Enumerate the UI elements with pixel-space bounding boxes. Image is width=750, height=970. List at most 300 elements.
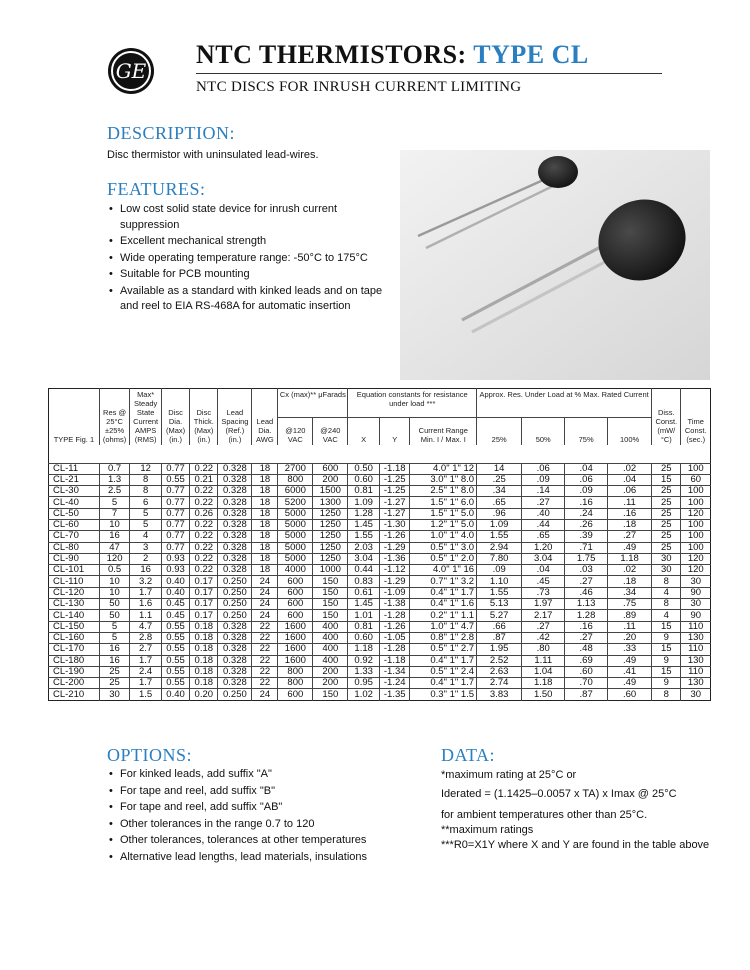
- cell-x: 0.83: [348, 576, 380, 587]
- header-cx-group: Cx (max)** μFarads: [278, 389, 348, 418]
- cell-p25: .96: [477, 508, 522, 519]
- cell-lead-dia: 22: [252, 655, 278, 666]
- ge-logo-text: GE: [115, 59, 147, 83]
- cell-lead-spacing: 0.328: [218, 678, 252, 689]
- option-item: • For tape and reel, add suffix "B": [107, 784, 407, 800]
- cell-x: 3.04: [348, 553, 380, 564]
- features-heading: FEATURES:: [107, 179, 206, 199]
- cell-cx-120: 800: [278, 474, 313, 485]
- title-divider: [196, 73, 662, 74]
- cell-p75: .46: [565, 587, 608, 598]
- cell-max-current: 3: [130, 542, 162, 553]
- cell-lead-spacing: 0.328: [218, 632, 252, 643]
- cell-cx-240: 200: [313, 474, 348, 485]
- cell-current-range: 0.5" 1" 2.7: [410, 644, 477, 655]
- header-y: Y: [379, 417, 409, 445]
- cell-lead-dia: 22: [252, 632, 278, 643]
- cell-x: 1.45: [348, 519, 380, 530]
- cell-current-range: 4.0" 1" 16: [410, 565, 477, 576]
- cell-diss: 15: [652, 474, 681, 485]
- cell-p75: .70: [565, 678, 608, 689]
- cell-current-range: 1.0" 1" 4.0: [410, 531, 477, 542]
- data-line-3: for ambient temperatures other than 25°C.: [441, 809, 648, 821]
- cell-current-range: 0.5" 1" 2.4: [410, 666, 477, 677]
- spec-table-container: [48, 388, 711, 701]
- cell-lead-dia: 18: [252, 508, 278, 519]
- cell-max-current: 4: [130, 531, 162, 542]
- cell-p50: .14: [522, 486, 565, 497]
- features-list: [107, 202, 397, 316]
- cell-time: 100: [681, 542, 711, 553]
- cell-res: 47: [99, 542, 129, 553]
- cell-time: 30: [681, 689, 711, 700]
- cell-disc-thick: 0.18: [190, 666, 218, 677]
- cell-p50: 3.04: [522, 553, 565, 564]
- cell-disc-thick: 0.21: [190, 474, 218, 485]
- cell-diss: 25: [652, 486, 681, 497]
- cell-res: 0.7: [99, 463, 129, 474]
- cell-lead-spacing: 0.328: [218, 497, 252, 508]
- cell-max-current: 8: [130, 474, 162, 485]
- cell-y: -1.18: [379, 463, 409, 474]
- cell-disc-dia: 0.40: [161, 576, 189, 587]
- cell-res: 25: [99, 678, 129, 689]
- table-row: [49, 610, 711, 621]
- cell-cx-240: 400: [313, 644, 348, 655]
- cell-p75: 1.75: [565, 553, 608, 564]
- cell-diss: 25: [652, 463, 681, 474]
- option-item: • Other tolerances in the range 0.7 to 120: [107, 817, 407, 833]
- cell-type: CL-70: [49, 531, 100, 542]
- cell-lead-dia: 18: [252, 553, 278, 564]
- cell-x: 1.01: [348, 610, 380, 621]
- cell-time: 100: [681, 519, 711, 530]
- cell-disc-thick: 0.17: [190, 610, 218, 621]
- cell-lead-dia: 24: [252, 610, 278, 621]
- page-subtitle: NTC DISCS FOR INRUSH CURRENT LIMITING: [196, 79, 522, 95]
- cell-lead-spacing: 0.328: [218, 655, 252, 666]
- title-main: NTC THERMISTORS:: [196, 40, 467, 69]
- cell-cx-120: 5000: [278, 542, 313, 553]
- cell-lead-dia: 22: [252, 644, 278, 655]
- cell-x: 1.45: [348, 599, 380, 610]
- cell-res: 5: [99, 632, 129, 643]
- cell-type: CL-90: [49, 553, 100, 564]
- cell-lead-spacing: 0.328: [218, 519, 252, 530]
- cell-p50: 1.50: [522, 689, 565, 700]
- cell-time: 130: [681, 655, 711, 666]
- cell-cx-240: 1250: [313, 553, 348, 564]
- cell-p50: .40: [522, 508, 565, 519]
- cell-disc-dia: 0.77: [161, 542, 189, 553]
- cell-lead-spacing: 0.328: [218, 666, 252, 677]
- cell-p50: 1.97: [522, 599, 565, 610]
- cell-max-current: 5: [130, 519, 162, 530]
- cell-p25: 1.55: [477, 531, 522, 542]
- cell-time: 130: [681, 678, 711, 689]
- cell-lead-dia: 18: [252, 474, 278, 485]
- cell-p50: .44: [522, 519, 565, 530]
- cell-max-current: 3.2: [130, 576, 162, 587]
- cell-current-range: 1.5" 1" 6.0: [410, 497, 477, 508]
- cell-p75: 1.28: [565, 610, 608, 621]
- cell-p100: .49: [608, 542, 652, 553]
- cell-lead-spacing: 0.328: [218, 486, 252, 497]
- cell-p100: .11: [608, 497, 652, 508]
- cell-p75: .09: [565, 486, 608, 497]
- cell-cx-240: 150: [313, 599, 348, 610]
- cell-type: CL-11: [49, 463, 100, 474]
- cell-time: 110: [681, 621, 711, 632]
- cell-p50: 1.11: [522, 655, 565, 666]
- table-row: [49, 474, 711, 485]
- cell-x: 1.09: [348, 497, 380, 508]
- cell-x: 0.61: [348, 587, 380, 598]
- cell-p100: .89: [608, 610, 652, 621]
- cell-max-current: 5: [130, 508, 162, 519]
- cell-x: 1.02: [348, 689, 380, 700]
- cell-disc-thick: 0.17: [190, 599, 218, 610]
- cell-diss: 9: [652, 678, 681, 689]
- cell-p100: .11: [608, 621, 652, 632]
- header-lead-dia: Lead Dia. AWG: [252, 389, 278, 446]
- cell-cx-120: 1600: [278, 655, 313, 666]
- cell-time: 100: [681, 497, 711, 508]
- cell-p100: .18: [608, 519, 652, 530]
- cell-y: -1.38: [379, 599, 409, 610]
- cell-x: 0.60: [348, 632, 380, 643]
- header-approx-group: Approx. Res. Under Load at % Max. Rated Current: [477, 389, 652, 418]
- cell-p25: 1.55: [477, 587, 522, 598]
- table-row: [49, 587, 711, 598]
- cell-current-range: 0.7" 1" 3.2: [410, 576, 477, 587]
- cell-res: 30: [99, 689, 129, 700]
- cell-y: -1.12: [379, 565, 409, 576]
- cell-disc-dia: 0.77: [161, 463, 189, 474]
- cell-disc-thick: 0.22: [190, 486, 218, 497]
- cell-current-range: 4.0" 1" 12: [410, 463, 477, 474]
- cell-p50: .27: [522, 621, 565, 632]
- cell-disc-thick: 0.22: [190, 531, 218, 542]
- cell-y: -1.27: [379, 497, 409, 508]
- cell-disc-dia: 0.55: [161, 474, 189, 485]
- cell-p75: .03: [565, 565, 608, 576]
- cell-cx-120: 600: [278, 610, 313, 621]
- header-p75: 75%: [565, 417, 608, 445]
- cell-p25: 14: [477, 463, 522, 474]
- cell-diss: 9: [652, 655, 681, 666]
- header-current-range: Current Range Min. I / Max. I: [410, 417, 477, 445]
- cell-cx-120: 1600: [278, 644, 313, 655]
- cell-res: 10: [99, 576, 129, 587]
- cell-res: 7: [99, 508, 129, 519]
- cell-p100: .27: [608, 531, 652, 542]
- table-row: [49, 666, 711, 677]
- cell-time: 90: [681, 587, 711, 598]
- cell-type: CL-160: [49, 632, 100, 643]
- cell-type: CL-50: [49, 508, 100, 519]
- cell-disc-thick: 0.18: [190, 644, 218, 655]
- cell-max-current: 16: [130, 565, 162, 576]
- cell-disc-thick: 0.22: [190, 542, 218, 553]
- table-row: [49, 599, 711, 610]
- cell-p50: .06: [522, 463, 565, 474]
- cell-disc-thick: 0.18: [190, 678, 218, 689]
- header-cx-120: @120 VAC: [278, 417, 313, 445]
- cell-current-range: 0.4" 1" 1.7: [410, 655, 477, 666]
- cell-res: 5: [99, 621, 129, 632]
- cell-diss: 25: [652, 519, 681, 530]
- cell-cx-120: 5000: [278, 508, 313, 519]
- cell-current-range: 0.5" 1" 3.0: [410, 542, 477, 553]
- cell-disc-dia: 0.77: [161, 531, 189, 542]
- cell-current-range: 1.5" 1" 5.0: [410, 508, 477, 519]
- cell-type: CL-190: [49, 666, 100, 677]
- header-type: TYPE Fig. 1: [53, 435, 95, 444]
- header-p25: 25%: [477, 417, 522, 445]
- cell-max-current: 1.7: [130, 655, 162, 666]
- cell-p50: 2.17: [522, 610, 565, 621]
- cell-x: 0.92: [348, 655, 380, 666]
- cell-cx-240: 1250: [313, 519, 348, 530]
- cell-x: 0.44: [348, 565, 380, 576]
- cell-p100: .41: [608, 666, 652, 677]
- cell-p100: 1.18: [608, 553, 652, 564]
- spec-table: [48, 388, 711, 701]
- feature-item: • Suitable for PCB mounting: [107, 267, 397, 283]
- cell-cx-240: 150: [313, 689, 348, 700]
- cell-y: -1.29: [379, 542, 409, 553]
- cell-current-range: 0.3" 1" 1.5: [410, 689, 477, 700]
- option-item: • For kinked leads, add suffix "A": [107, 767, 407, 783]
- table-row: [49, 565, 711, 576]
- cell-type: CL-60: [49, 519, 100, 530]
- cell-res: 5: [99, 497, 129, 508]
- option-item: • Other tolerances, tolerances at other temperatures: [107, 833, 407, 849]
- header-x: X: [348, 417, 380, 445]
- cell-lead-dia: 18: [252, 486, 278, 497]
- cell-type: CL-150: [49, 621, 100, 632]
- cell-x: 1.28: [348, 508, 380, 519]
- cell-p25: .09: [477, 565, 522, 576]
- cell-y: -1.28: [379, 610, 409, 621]
- cell-disc-dia: 0.93: [161, 565, 189, 576]
- cell-p50: 1.04: [522, 666, 565, 677]
- cell-diss: 25: [652, 497, 681, 508]
- cell-type: CL-80: [49, 542, 100, 553]
- cell-lead-spacing: 0.328: [218, 463, 252, 474]
- cell-p100: .60: [608, 689, 652, 700]
- thermistor-photo: [400, 150, 710, 380]
- cell-y: -1.30: [379, 519, 409, 530]
- cell-p75: .16: [565, 497, 608, 508]
- cell-disc-thick: 0.22: [190, 463, 218, 474]
- cell-lead-dia: 24: [252, 576, 278, 587]
- cell-p25: .65: [477, 497, 522, 508]
- cell-cx-120: 5200: [278, 497, 313, 508]
- cell-p100: .18: [608, 576, 652, 587]
- cell-cx-240: 150: [313, 587, 348, 598]
- table-row: [49, 519, 711, 530]
- cell-disc-thick: 0.18: [190, 621, 218, 632]
- cell-lead-spacing: 0.328: [218, 621, 252, 632]
- cell-p100: .06: [608, 486, 652, 497]
- cell-x: 0.50: [348, 463, 380, 474]
- cell-cx-120: 800: [278, 666, 313, 677]
- cell-lead-spacing: 0.328: [218, 565, 252, 576]
- cell-max-current: 1.5: [130, 689, 162, 700]
- cell-y: -1.36: [379, 553, 409, 564]
- cell-y: -1.09: [379, 587, 409, 598]
- cell-p75: .16: [565, 621, 608, 632]
- cell-cx-240: 1250: [313, 508, 348, 519]
- cell-lead-dia: 22: [252, 621, 278, 632]
- cell-max-current: 8: [130, 486, 162, 497]
- table-row: [49, 463, 711, 474]
- cell-disc-thick: 0.22: [190, 497, 218, 508]
- header-cx-240: @240 VAC: [313, 417, 348, 445]
- cell-cx-120: 6000: [278, 486, 313, 497]
- cell-diss: 8: [652, 689, 681, 700]
- cell-disc-dia: 0.55: [161, 632, 189, 643]
- cell-lead-spacing: 0.328: [218, 644, 252, 655]
- header-eq-group: Equation constants for resistance under load ***: [348, 389, 477, 418]
- cell-p25: 5.27: [477, 610, 522, 621]
- cell-res: 120: [99, 553, 129, 564]
- cell-y: -1.05: [379, 632, 409, 643]
- data-heading: DATA:: [441, 745, 496, 765]
- cell-res: 2.5: [99, 486, 129, 497]
- cell-cx-240: 1300: [313, 497, 348, 508]
- feature-item: • Low cost solid state device for inrush current suppression: [107, 202, 397, 233]
- table-row: [49, 553, 711, 564]
- cell-res: 16: [99, 531, 129, 542]
- cell-max-current: 6: [130, 497, 162, 508]
- cell-res: 50: [99, 599, 129, 610]
- cell-lead-dia: 22: [252, 666, 278, 677]
- cell-res: 50: [99, 610, 129, 621]
- cell-y: -1.29: [379, 576, 409, 587]
- cell-x: 0.60: [348, 474, 380, 485]
- cell-lead-spacing: 0.250: [218, 599, 252, 610]
- feature-item: • Available as a standard with kinked leads and on tape and reel to EIA RS-468A for automatic insertion: [107, 284, 397, 315]
- cell-current-range: 0.8" 1" 2.8: [410, 632, 477, 643]
- cell-cx-120: 1600: [278, 621, 313, 632]
- cell-disc-thick: 0.22: [190, 553, 218, 564]
- cell-lead-spacing: 0.328: [218, 531, 252, 542]
- table-row: [49, 632, 711, 643]
- cell-diss: 15: [652, 666, 681, 677]
- option-item: • Alternative lead lengths, lead materials, insulations: [107, 850, 407, 866]
- cell-p100: .04: [608, 474, 652, 485]
- cell-disc-dia: 0.77: [161, 519, 189, 530]
- cell-y: -1.18: [379, 655, 409, 666]
- description-heading: DESCRIPTION:: [107, 123, 236, 143]
- cell-lead-dia: 18: [252, 565, 278, 576]
- cell-cx-120: 600: [278, 689, 313, 700]
- cell-cx-240: 150: [313, 610, 348, 621]
- header-disc-dia: Disc Dia. (Max) (in.): [161, 389, 189, 446]
- cell-lead-spacing: 0.250: [218, 610, 252, 621]
- cell-type: CL-120: [49, 587, 100, 598]
- cell-lead-spacing: 0.328: [218, 553, 252, 564]
- cell-diss: 25: [652, 542, 681, 553]
- cell-p75: .71: [565, 542, 608, 553]
- cell-p50: 1.18: [522, 678, 565, 689]
- cell-disc-thick: 0.17: [190, 576, 218, 587]
- cell-p50: .27: [522, 497, 565, 508]
- cell-lead-dia: 22: [252, 678, 278, 689]
- cell-time: 30: [681, 599, 711, 610]
- cell-res: 1.3: [99, 474, 129, 485]
- cell-p75: .24: [565, 508, 608, 519]
- cell-p100: .16: [608, 508, 652, 519]
- cell-x: 1.33: [348, 666, 380, 677]
- table-row: [49, 531, 711, 542]
- cell-max-current: 4.7: [130, 621, 162, 632]
- cell-p50: .80: [522, 644, 565, 655]
- cell-cx-240: 600: [313, 463, 348, 474]
- cell-time: 110: [681, 666, 711, 677]
- cell-cx-120: 4000: [278, 565, 313, 576]
- cell-type: CL-180: [49, 655, 100, 666]
- cell-cx-240: 1000: [313, 565, 348, 576]
- cell-p100: .33: [608, 644, 652, 655]
- cell-current-range: 0.2" 1" 1.1: [410, 610, 477, 621]
- cell-p25: 2.52: [477, 655, 522, 666]
- cell-p75: 1.13: [565, 599, 608, 610]
- data-line-1: *maximum rating at 25°C or: [441, 769, 577, 781]
- cell-p50: .42: [522, 632, 565, 643]
- cell-lead-spacing: 0.328: [218, 474, 252, 485]
- cell-p75: .48: [565, 644, 608, 655]
- cell-p50: .04: [522, 565, 565, 576]
- cell-disc-dia: 0.55: [161, 621, 189, 632]
- cell-lead-dia: 18: [252, 531, 278, 542]
- cell-p75: .39: [565, 531, 608, 542]
- cell-p50: .45: [522, 576, 565, 587]
- table-row: [49, 508, 711, 519]
- cell-res: 16: [99, 655, 129, 666]
- cell-lead-spacing: 0.328: [218, 508, 252, 519]
- cell-diss: 30: [652, 553, 681, 564]
- cell-diss: 9: [652, 632, 681, 643]
- option-item: • For tape and reel, add suffix "AB": [107, 800, 407, 816]
- cell-diss: 30: [652, 565, 681, 576]
- cell-cx-240: 400: [313, 621, 348, 632]
- cell-x: 0.95: [348, 678, 380, 689]
- cell-lead-dia: 24: [252, 599, 278, 610]
- cell-lead-spacing: 0.328: [218, 542, 252, 553]
- cell-time: 60: [681, 474, 711, 485]
- cell-disc-thick: 0.20: [190, 689, 218, 700]
- cell-type: CL-200: [49, 678, 100, 689]
- cell-cx-240: 400: [313, 655, 348, 666]
- cell-x: 1.55: [348, 531, 380, 542]
- cell-type: CL-21: [49, 474, 100, 485]
- header-max-current: Max* Steady State Current AMPS (RMS): [130, 389, 162, 446]
- page-title: [196, 40, 589, 70]
- cell-cx-120: 600: [278, 599, 313, 610]
- cell-cx-120: 5000: [278, 553, 313, 564]
- header-res: Res @ 25°C ±25% (ohms): [99, 389, 129, 446]
- cell-time: 120: [681, 553, 711, 564]
- cell-lead-dia: 24: [252, 587, 278, 598]
- cell-p25: 5.13: [477, 599, 522, 610]
- header-diss: Diss. Const. (mW/°C): [652, 389, 681, 446]
- cell-p75: .69: [565, 655, 608, 666]
- cell-disc-thick: 0.22: [190, 565, 218, 576]
